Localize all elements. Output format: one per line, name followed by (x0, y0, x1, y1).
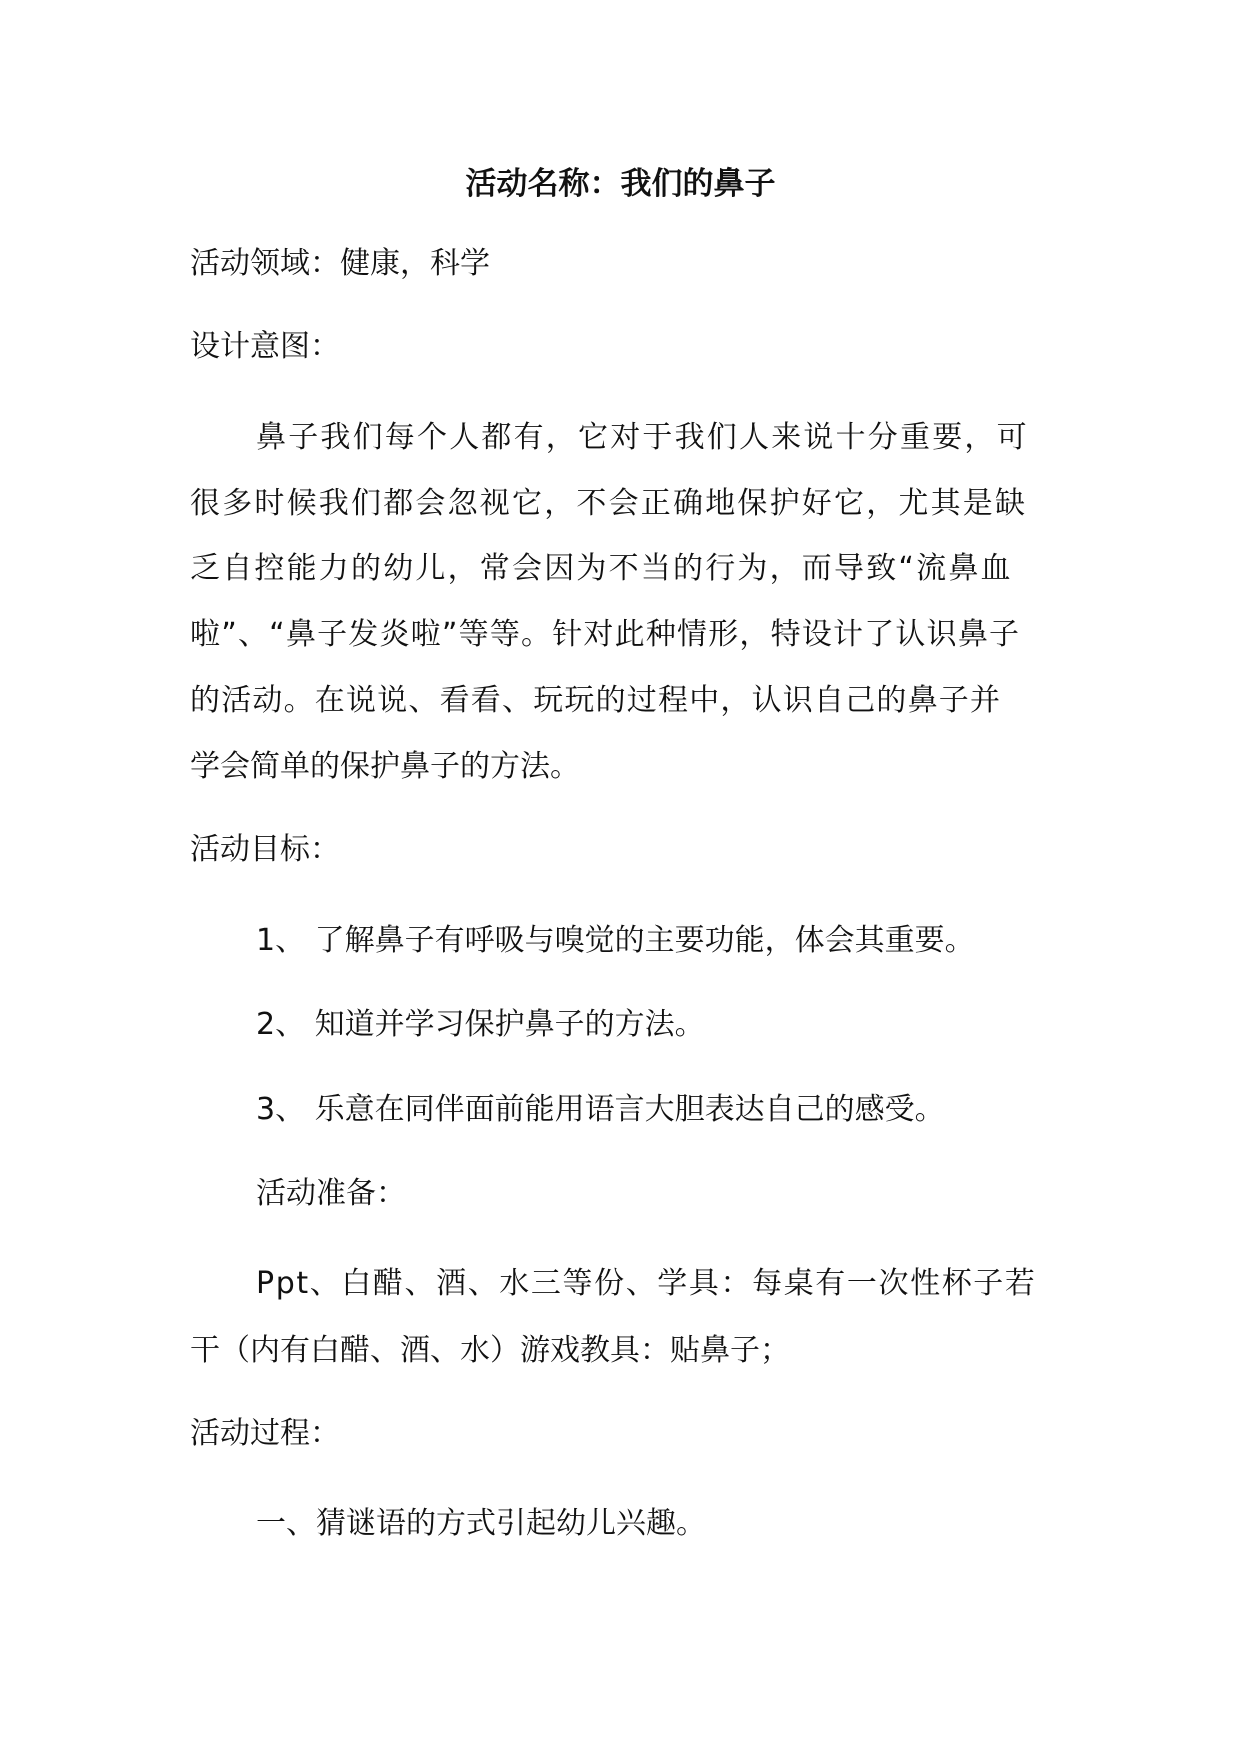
process-step: 一、猜谜语的方式引起幼儿兴趣。 (256, 1506, 706, 1541)
goal-item: 3、 乐意在同伴面前能用语言大胆表达自己的感受。 (256, 1092, 945, 1127)
design-paragraph-line: 很多时候我们都会忽视它，不会正确地保护好它，尤其是缺 (190, 486, 1028, 521)
design-paragraph-line: 啦”、“鼻子发炎啦”等等。针对此种情形，特设计了认识鼻子 (190, 617, 1021, 652)
design-paragraph-line: 乏自控能力的幼儿，常会因为不当的行为，而导致“流鼻血 (190, 551, 1013, 586)
document-title: 活动名称：我们的鼻子 (465, 166, 776, 202)
process-heading: 活动过程： (190, 1416, 340, 1451)
preparation-line: Ppt、白醋、酒、水三等份、学具：每桌有一次性杯子若 (256, 1266, 1037, 1301)
preparation-heading: 活动准备： (256, 1176, 406, 1211)
goal-item: 1、 了解鼻子有呼吸与嗅觉的主要功能，体会其重要。 (256, 923, 975, 958)
activity-field: 活动领域：健康，科学 (190, 246, 490, 281)
design-paragraph-line: 的活动。在说说、看看、玩玩的过程中，认识自己的鼻子并 (190, 683, 1002, 718)
design-paragraph-line: 鼻子我们每个人都有，它对于我们人来说十分重要，可 (256, 420, 1029, 455)
goals-heading: 活动目标： (190, 832, 340, 867)
design-paragraph-line: 学会简单的保护鼻子的方法。 (190, 749, 580, 784)
goal-item: 2、 知道并学习保护鼻子的方法。 (256, 1007, 705, 1042)
preparation-line: 干（内有白醋、酒、水）游戏教具：贴鼻子； (190, 1333, 790, 1368)
design-intent-heading: 设计意图： (190, 329, 340, 364)
